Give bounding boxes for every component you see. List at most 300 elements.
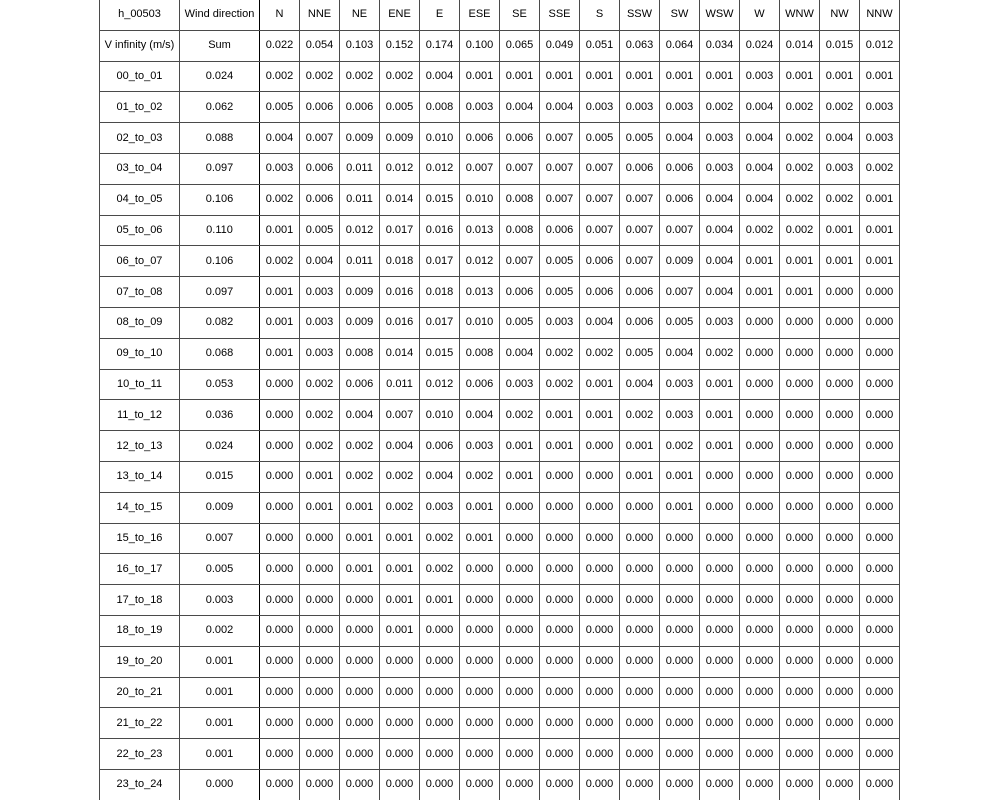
frequency-cell: 0.008 [500,184,540,215]
frequency-cell: 0.000 [340,769,380,799]
frequency-cell: 0.001 [340,554,380,585]
frequency-cell: 0.007 [500,246,540,277]
frequency-cell: 0.000 [740,461,780,492]
frequency-cell: 0.003 [460,92,500,123]
frequency-cell: 0.000 [820,461,860,492]
frequency-cell: 0.006 [300,184,340,215]
speed-bin-label: 06_to_07 [100,246,180,277]
frequency-cell: 0.000 [500,739,540,770]
table-row [100,585,900,616]
sum-value: 0.022 [260,30,300,61]
frequency-cell: 0.001 [700,369,740,400]
frequency-cell: 0.001 [660,461,700,492]
frequency-cell: 0.000 [260,769,300,799]
frequency-cell: 0.007 [460,153,500,184]
frequency-cell: 0.013 [460,215,500,246]
frequency-cell: 0.000 [780,739,820,770]
frequency-cell: 0.008 [500,215,540,246]
sum-value: 0.064 [660,30,700,61]
frequency-cell: 0.000 [580,739,620,770]
frequency-cell: 0.004 [740,153,780,184]
frequency-cell: 0.000 [860,708,900,739]
table-row [100,307,900,338]
frequency-cell: 0.000 [580,492,620,523]
speed-bin-label: 07_to_08 [100,277,180,308]
frequency-cell: 0.016 [380,307,420,338]
frequency-cell: 0.000 [620,585,660,616]
frequency-cell: 0.001 [620,461,660,492]
frequency-cell: 0.005 [540,277,580,308]
frequency-cell: 0.012 [420,153,460,184]
frequency-cell: 0.000 [340,646,380,677]
frequency-cell: 0.000 [740,369,780,400]
frequency-cell: 0.000 [500,677,540,708]
frequency-cell: 0.005 [620,338,660,369]
frequency-cell: 0.007 [540,184,580,215]
frequency-cell: 0.009 [340,277,380,308]
sum-value: 0.103 [340,30,380,61]
frequency-cell: 0.005 [500,307,540,338]
frequency-cell: 0.004 [380,431,420,462]
frequency-cell: 0.000 [500,615,540,646]
frequency-cell: 0.000 [340,708,380,739]
frequency-cell: 0.000 [620,769,660,799]
frequency-cell: 0.000 [460,708,500,739]
frequency-cell: 0.000 [820,523,860,554]
frequency-cell: 0.000 [860,739,900,770]
frequency-cell: 0.000 [740,708,780,739]
frequency-cell: 0.000 [700,708,740,739]
frequency-cell: 0.000 [620,677,660,708]
direction-header-ne: NE [340,0,380,30]
frequency-cell: 0.001 [260,307,300,338]
frequency-cell: 0.003 [260,153,300,184]
direction-header-ese: ESE [460,0,500,30]
frequency-cell: 0.000 [460,646,500,677]
frequency-cell: 0.000 [780,307,820,338]
sum-header: Sum [180,30,260,61]
frequency-cell: 0.004 [460,400,500,431]
frequency-cell: 0.016 [420,215,460,246]
row-sum: 0.024 [180,431,260,462]
frequency-cell: 0.001 [380,585,420,616]
row-sum: 0.106 [180,246,260,277]
frequency-cell: 0.001 [700,400,740,431]
frequency-cell: 0.000 [460,585,500,616]
frequency-cell: 0.001 [820,246,860,277]
table-row [100,461,900,492]
frequency-cell: 0.002 [300,369,340,400]
frequency-cell: 0.001 [660,61,700,92]
frequency-cell: 0.001 [860,215,900,246]
frequency-cell: 0.000 [540,461,580,492]
frequency-cell: 0.002 [740,215,780,246]
table-row [100,492,900,523]
frequency-cell: 0.001 [780,246,820,277]
frequency-cell: 0.002 [660,431,700,462]
frequency-cell: 0.004 [260,123,300,154]
frequency-cell: 0.006 [620,277,660,308]
frequency-cell: 0.001 [300,461,340,492]
frequency-cell: 0.002 [820,184,860,215]
frequency-cell: 0.000 [660,769,700,799]
speed-bin-label: 10_to_11 [100,369,180,400]
frequency-cell: 0.001 [460,492,500,523]
frequency-cell: 0.001 [340,523,380,554]
header-row [100,0,900,30]
table-row [100,523,900,554]
frequency-cell: 0.002 [460,461,500,492]
frequency-cell: 0.004 [500,338,540,369]
frequency-cell: 0.004 [580,307,620,338]
table-row [100,246,900,277]
frequency-cell: 0.002 [580,338,620,369]
frequency-cell: 0.005 [540,246,580,277]
frequency-cell: 0.000 [780,400,820,431]
direction-header-nnw: NNW [860,0,900,30]
row-sum: 0.024 [180,61,260,92]
sum-value: 0.174 [420,30,460,61]
sum-value: 0.014 [780,30,820,61]
frequency-cell: 0.000 [820,369,860,400]
frequency-cell: 0.002 [300,431,340,462]
frequency-cell: 0.000 [780,615,820,646]
speed-bin-label: 20_to_21 [100,677,180,708]
frequency-cell: 0.002 [420,554,460,585]
frequency-cell: 0.000 [700,615,740,646]
frequency-cell: 0.018 [420,277,460,308]
frequency-cell: 0.000 [260,585,300,616]
frequency-cell: 0.010 [460,184,500,215]
frequency-cell: 0.000 [700,492,740,523]
row-sum: 0.106 [180,184,260,215]
frequency-cell: 0.000 [260,431,300,462]
frequency-cell: 0.002 [700,92,740,123]
frequency-cell: 0.006 [580,277,620,308]
frequency-cell: 0.003 [820,153,860,184]
frequency-cell: 0.002 [300,61,340,92]
frequency-cell: 0.000 [580,431,620,462]
row-sum: 0.001 [180,677,260,708]
frequency-cell: 0.000 [740,523,780,554]
direction-header-sse: SSE [540,0,580,30]
frequency-cell: 0.000 [740,492,780,523]
speed-bin-label: 17_to_18 [100,585,180,616]
frequency-cell: 0.006 [340,369,380,400]
frequency-cell: 0.000 [460,677,500,708]
frequency-cell: 0.000 [620,492,660,523]
frequency-cell: 0.003 [700,153,740,184]
frequency-cell: 0.000 [540,585,580,616]
row-sum: 0.002 [180,615,260,646]
row-sum: 0.062 [180,92,260,123]
speed-bin-label: 15_to_16 [100,523,180,554]
frequency-cell: 0.000 [420,615,460,646]
speed-bin-label: 04_to_05 [100,184,180,215]
frequency-cell: 0.000 [820,492,860,523]
frequency-cell: 0.006 [660,184,700,215]
frequency-cell: 0.002 [780,215,820,246]
frequency-cell: 0.000 [860,307,900,338]
frequency-cell: 0.000 [380,677,420,708]
row-sum: 0.005 [180,554,260,585]
sum-value: 0.049 [540,30,580,61]
frequency-cell: 0.001 [860,61,900,92]
frequency-cell: 0.003 [740,61,780,92]
speed-bin-label: 09_to_10 [100,338,180,369]
speed-bin-label: 22_to_23 [100,739,180,770]
frequency-cell: 0.000 [820,277,860,308]
frequency-cell: 0.003 [500,369,540,400]
row-sum: 0.003 [180,585,260,616]
frequency-cell: 0.000 [700,677,740,708]
frequency-cell: 0.000 [780,708,820,739]
frequency-cell: 0.002 [540,338,580,369]
frequency-cell: 0.000 [260,461,300,492]
frequency-cell: 0.000 [660,523,700,554]
frequency-cell: 0.002 [780,184,820,215]
frequency-cell: 0.000 [500,769,540,799]
speed-bin-label: 21_to_22 [100,708,180,739]
frequency-cell: 0.000 [500,523,540,554]
frequency-cell: 0.001 [580,61,620,92]
frequency-cell: 0.002 [260,61,300,92]
frequency-cell: 0.000 [500,708,540,739]
speed-bin-label: 12_to_13 [100,431,180,462]
frequency-cell: 0.000 [740,739,780,770]
frequency-cell: 0.002 [620,400,660,431]
sum-value: 0.065 [500,30,540,61]
frequency-cell: 0.001 [860,246,900,277]
frequency-cell: 0.012 [340,215,380,246]
table-row [100,215,900,246]
frequency-cell: 0.000 [820,400,860,431]
frequency-cell: 0.000 [660,708,700,739]
frequency-cell: 0.007 [380,400,420,431]
frequency-cell: 0.000 [780,523,820,554]
frequency-cell: 0.007 [660,277,700,308]
frequency-cell: 0.003 [660,92,700,123]
frequency-cell: 0.000 [420,739,460,770]
frequency-cell: 0.000 [740,646,780,677]
table-row [100,677,900,708]
frequency-cell: 0.017 [380,215,420,246]
frequency-cell: 0.002 [340,431,380,462]
frequency-cell: 0.000 [660,615,700,646]
frequency-cell: 0.000 [860,615,900,646]
frequency-cell: 0.000 [860,369,900,400]
frequency-cell: 0.000 [260,615,300,646]
frequency-cell: 0.000 [300,739,340,770]
frequency-cell: 0.000 [820,769,860,799]
frequency-cell: 0.002 [260,246,300,277]
row-sum: 0.009 [180,492,260,523]
frequency-cell: 0.000 [340,739,380,770]
speed-bin-label: 03_to_04 [100,153,180,184]
speed-bin-label: 14_to_15 [100,492,180,523]
frequency-cell: 0.006 [620,307,660,338]
frequency-cell: 0.004 [740,184,780,215]
frequency-cell: 0.000 [540,677,580,708]
frequency-cell: 0.002 [860,153,900,184]
frequency-cell: 0.002 [340,61,380,92]
frequency-cell: 0.000 [780,677,820,708]
frequency-cell: 0.000 [300,769,340,799]
frequency-cell: 0.004 [700,215,740,246]
row-sum: 0.000 [180,769,260,799]
frequency-cell: 0.000 [260,400,300,431]
frequency-cell: 0.003 [660,369,700,400]
table-id-cell: h_00503 [100,0,180,30]
frequency-cell: 0.000 [660,739,700,770]
frequency-cell: 0.001 [340,492,380,523]
frequency-cell: 0.000 [700,585,740,616]
frequency-cell: 0.004 [300,246,340,277]
frequency-cell: 0.001 [660,492,700,523]
sum-value: 0.015 [820,30,860,61]
frequency-cell: 0.000 [580,461,620,492]
frequency-cell: 0.000 [260,523,300,554]
frequency-cell: 0.000 [740,338,780,369]
table-row [100,61,900,92]
frequency-cell: 0.006 [580,246,620,277]
frequency-cell: 0.011 [340,246,380,277]
frequency-cell: 0.014 [380,184,420,215]
row-sum: 0.015 [180,461,260,492]
frequency-cell: 0.000 [460,769,500,799]
table-row [100,554,900,585]
frequency-cell: 0.007 [620,184,660,215]
frequency-cell: 0.000 [580,554,620,585]
frequency-cell: 0.000 [820,554,860,585]
frequency-cell: 0.000 [820,338,860,369]
speed-bin-label: 18_to_19 [100,615,180,646]
frequency-cell: 0.000 [500,554,540,585]
frequency-cell: 0.011 [340,184,380,215]
direction-header-sw: SW [660,0,700,30]
frequency-cell: 0.000 [860,461,900,492]
frequency-cell: 0.001 [260,215,300,246]
frequency-cell: 0.012 [460,246,500,277]
direction-header-nne: NNE [300,0,340,30]
frequency-cell: 0.000 [780,492,820,523]
frequency-cell: 0.000 [340,585,380,616]
frequency-cell: 0.001 [740,277,780,308]
row-sum: 0.001 [180,708,260,739]
row-sum: 0.097 [180,153,260,184]
frequency-cell: 0.000 [580,585,620,616]
frequency-cell: 0.001 [540,400,580,431]
frequency-cell: 0.004 [740,123,780,154]
frequency-cell: 0.010 [420,400,460,431]
frequency-cell: 0.000 [700,646,740,677]
frequency-cell: 0.004 [500,92,540,123]
row-sum: 0.082 [180,307,260,338]
frequency-cell: 0.000 [740,677,780,708]
frequency-cell: 0.000 [540,739,580,770]
frequency-cell: 0.000 [620,646,660,677]
frequency-cell: 0.004 [420,61,460,92]
frequency-cell: 0.000 [620,554,660,585]
frequency-cell: 0.000 [780,585,820,616]
sum-row [100,30,900,61]
frequency-cell: 0.000 [260,677,300,708]
frequency-cell: 0.006 [420,431,460,462]
frequency-cell: 0.005 [380,92,420,123]
wind-frequency-table [99,0,900,800]
frequency-cell: 0.000 [580,708,620,739]
frequency-cell: 0.000 [820,739,860,770]
frequency-cell: 0.000 [380,708,420,739]
table-row [100,708,900,739]
frequency-cell: 0.005 [260,92,300,123]
frequency-cell: 0.000 [740,307,780,338]
frequency-cell: 0.003 [860,123,900,154]
frequency-cell: 0.002 [380,61,420,92]
frequency-cell: 0.000 [500,492,540,523]
frequency-cell: 0.003 [300,277,340,308]
row-sum: 0.001 [180,739,260,770]
sum-value: 0.051 [580,30,620,61]
frequency-cell: 0.011 [340,153,380,184]
frequency-cell: 0.000 [620,615,660,646]
frequency-cell: 0.012 [420,369,460,400]
frequency-cell: 0.005 [300,215,340,246]
table-row [100,431,900,462]
frequency-cell: 0.007 [580,153,620,184]
sum-value: 0.100 [460,30,500,61]
table-row [100,184,900,215]
speed-bin-label: 02_to_03 [100,123,180,154]
frequency-cell: 0.000 [660,554,700,585]
frequency-cell: 0.006 [300,153,340,184]
frequency-cell: 0.006 [300,92,340,123]
frequency-cell: 0.009 [660,246,700,277]
frequency-cell: 0.000 [580,677,620,708]
table-row [100,123,900,154]
frequency-cell: 0.000 [780,554,820,585]
frequency-cell: 0.012 [380,153,420,184]
frequency-cell: 0.000 [300,523,340,554]
frequency-cell: 0.003 [700,307,740,338]
frequency-cell: 0.003 [540,307,580,338]
frequency-cell: 0.000 [780,769,820,799]
frequency-cell: 0.000 [820,431,860,462]
table-row [100,646,900,677]
frequency-cell: 0.001 [260,277,300,308]
frequency-cell: 0.000 [660,646,700,677]
speed-bin-label: 01_to_02 [100,92,180,123]
frequency-cell: 0.000 [860,769,900,799]
frequency-cell: 0.000 [460,615,500,646]
direction-header-s: S [580,0,620,30]
frequency-cell: 0.000 [540,646,580,677]
frequency-cell: 0.000 [540,708,580,739]
frequency-cell: 0.000 [540,492,580,523]
frequency-cell: 0.001 [540,431,580,462]
frequency-cell: 0.000 [620,708,660,739]
speed-bin-label: 23_to_24 [100,769,180,799]
frequency-cell: 0.001 [780,61,820,92]
frequency-cell: 0.000 [260,646,300,677]
frequency-cell: 0.001 [500,461,540,492]
frequency-cell: 0.017 [420,307,460,338]
direction-header-nw: NW [820,0,860,30]
frequency-cell: 0.004 [700,246,740,277]
frequency-cell: 0.007 [620,246,660,277]
frequency-cell: 0.000 [340,677,380,708]
table-row [100,153,900,184]
